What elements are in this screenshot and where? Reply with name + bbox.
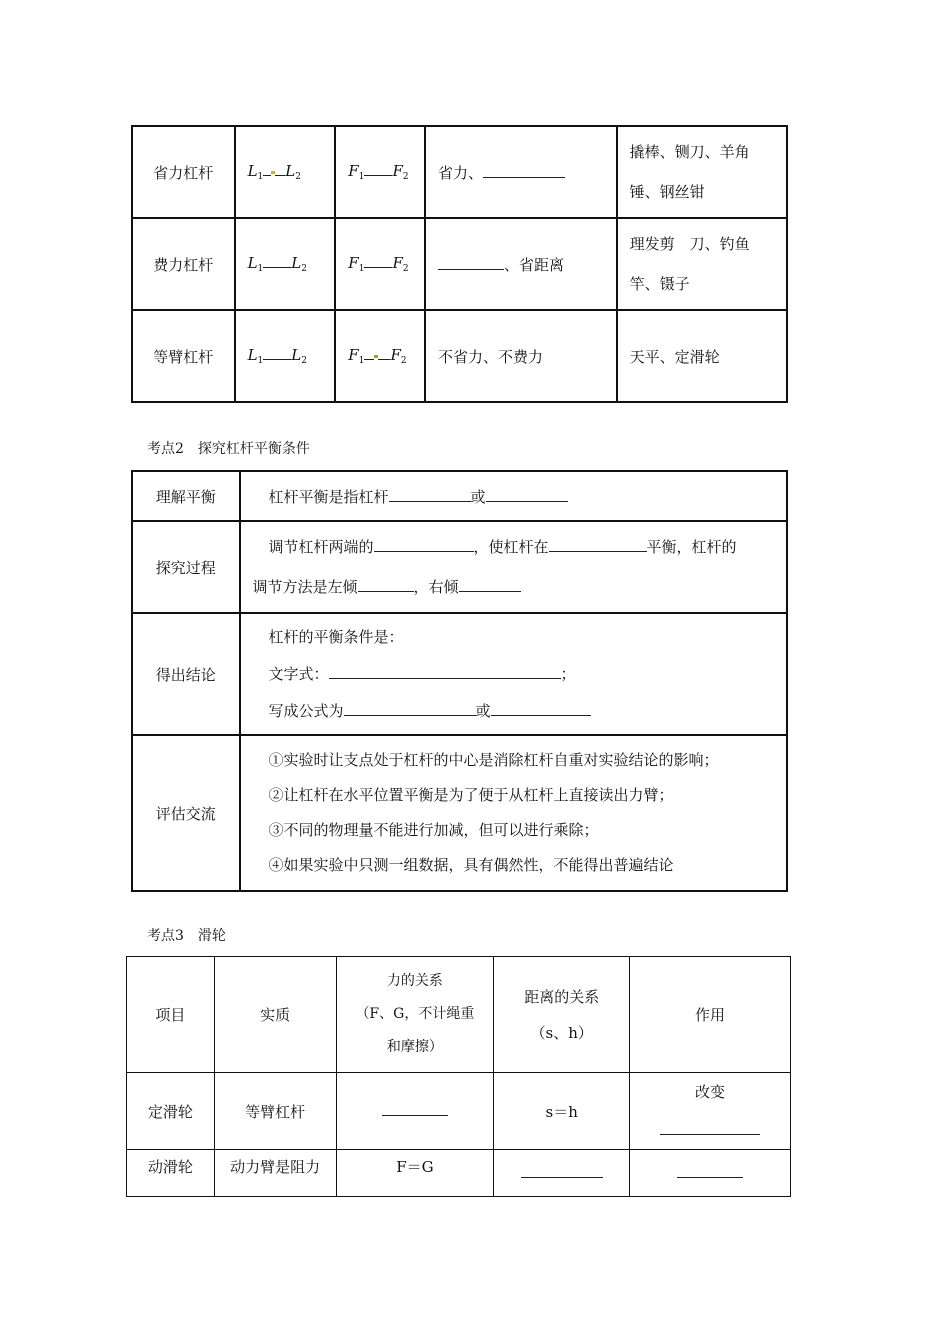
arm-relation-cell: $L_1$ $L_2$ [235, 218, 336, 310]
table-row [132, 521, 787, 613]
table-row [132, 218, 787, 310]
row-label: 评估交流 [132, 735, 240, 891]
row-label: 探究过程 [132, 521, 240, 613]
row-content: 杠杆的平衡条件是： 文字式： ； 写成公式为 或 [240, 613, 787, 735]
list-item: ②让杠杆在水平位置平衡是为了便于从杠杆上直接读出力臂； [268, 786, 674, 804]
answer-blank[interactable] [344, 714, 476, 716]
lever-type-cell: 省力杠杆 [132, 126, 235, 218]
answer-blank[interactable] [329, 677, 561, 679]
list-item: ①实验时让支点处于杠杆的中心是消除杠杆自重对实验结论的影响； [268, 751, 719, 769]
answer-blank[interactable] [549, 550, 647, 552]
answer-blank[interactable] [374, 550, 474, 552]
answer-blank[interactable] [263, 266, 291, 268]
table-header-row [127, 957, 791, 1073]
row-label: 理解平衡 [132, 471, 240, 521]
list-item: ③不同的物理量不能进行加减，但可以进行乘除； [268, 821, 599, 839]
table-cell: 定滑轮 [127, 1073, 215, 1150]
answer-blank[interactable] [438, 268, 504, 270]
answer-blank[interactable] [459, 590, 521, 592]
list-item: ④如果实验中只测一组数据，具有偶然性，不能得出普遍结论 [268, 856, 674, 874]
column-header: 项目 [127, 957, 215, 1073]
table-cell [630, 1150, 791, 1197]
table-row [127, 1073, 791, 1150]
table-cell: F＝G [336, 1150, 494, 1197]
balance-condition-table [131, 470, 788, 892]
column-header: 作用 [630, 957, 791, 1073]
answer-blank[interactable] [486, 500, 568, 502]
answer-blank[interactable] [263, 358, 291, 360]
examples-cell: 天平、定滑轮 [617, 310, 787, 402]
section-heading: 考点3 滑轮 [147, 928, 226, 944]
answer-blank[interactable] [263, 174, 271, 176]
table-row [127, 1150, 791, 1197]
table-cell: 动滑轮 [127, 1150, 215, 1197]
table-row [132, 471, 787, 521]
table-cell [494, 1150, 630, 1197]
answer-blank[interactable] [677, 1176, 743, 1178]
row-content: 调节杠杆两端的 ，使杠杆在 平衡，杠杆的 调节方法是左倾 ，右倾 [240, 521, 787, 613]
force-relation-cell: $F_1$ $F_2$ [335, 218, 425, 310]
feature-cell: 、省距离 [425, 218, 617, 310]
answer-blank[interactable] [483, 176, 565, 178]
answer-blank[interactable] [660, 1133, 760, 1135]
table-cell: s＝h [494, 1073, 630, 1150]
table-cell: 等臂杠杆 [214, 1073, 336, 1150]
table-cell: 动力臂是阻力 [214, 1150, 336, 1197]
answer-blank[interactable] [358, 590, 414, 592]
answer-blank[interactable] [364, 174, 392, 176]
column-header: 实质 [214, 957, 336, 1073]
answer-blank[interactable] [491, 714, 591, 716]
row-label: 得出结论 [132, 613, 240, 735]
feature-cell: 省力、 [425, 126, 617, 218]
column-header: 力的关系 （F、G，不计绳重 和摩擦） [336, 957, 494, 1073]
arm-relation-cell: $L_1$ $L_2$ [235, 126, 336, 218]
examples-cell: 撬棒、铡刀、羊角 锤、钢丝钳 [617, 126, 787, 218]
column-header: 距离的关系 （s、h） [494, 957, 630, 1073]
answer-blank[interactable] [378, 358, 390, 360]
lever-type-cell: 费力杠杆 [132, 218, 235, 310]
arm-relation-cell: $L_1$ $L_2$ [235, 310, 336, 402]
answer-blank[interactable] [364, 358, 374, 360]
answer-blank[interactable] [389, 500, 471, 502]
force-relation-cell: $F_1$ $F_2$ [335, 310, 425, 402]
answer-blank[interactable] [382, 1114, 448, 1116]
pulley-table [126, 956, 791, 1197]
table-row [132, 310, 787, 402]
lever-type-table [131, 125, 788, 403]
answer-blank[interactable] [364, 266, 392, 268]
force-relation-cell: $F_1$ $F_2$ [335, 126, 425, 218]
lever-type-cell: 等臂杠杆 [132, 310, 235, 402]
section-heading: 考点2 探究杠杆平衡条件 [147, 441, 310, 457]
answer-blank[interactable] [521, 1176, 603, 1178]
feature-cell: 不省力、不费力 [425, 310, 617, 402]
table-cell [336, 1073, 494, 1150]
table-cell: 改变 [630, 1073, 791, 1150]
table-row [132, 613, 787, 735]
table-row [132, 126, 787, 218]
row-content: 杠杆平衡是指杠杆 或 [240, 471, 787, 521]
examples-cell: 理发剪 刀、钓鱼 竿、镊子 [617, 218, 787, 310]
table-row [132, 735, 787, 891]
answer-blank[interactable] [275, 174, 285, 176]
row-content [240, 735, 787, 891]
